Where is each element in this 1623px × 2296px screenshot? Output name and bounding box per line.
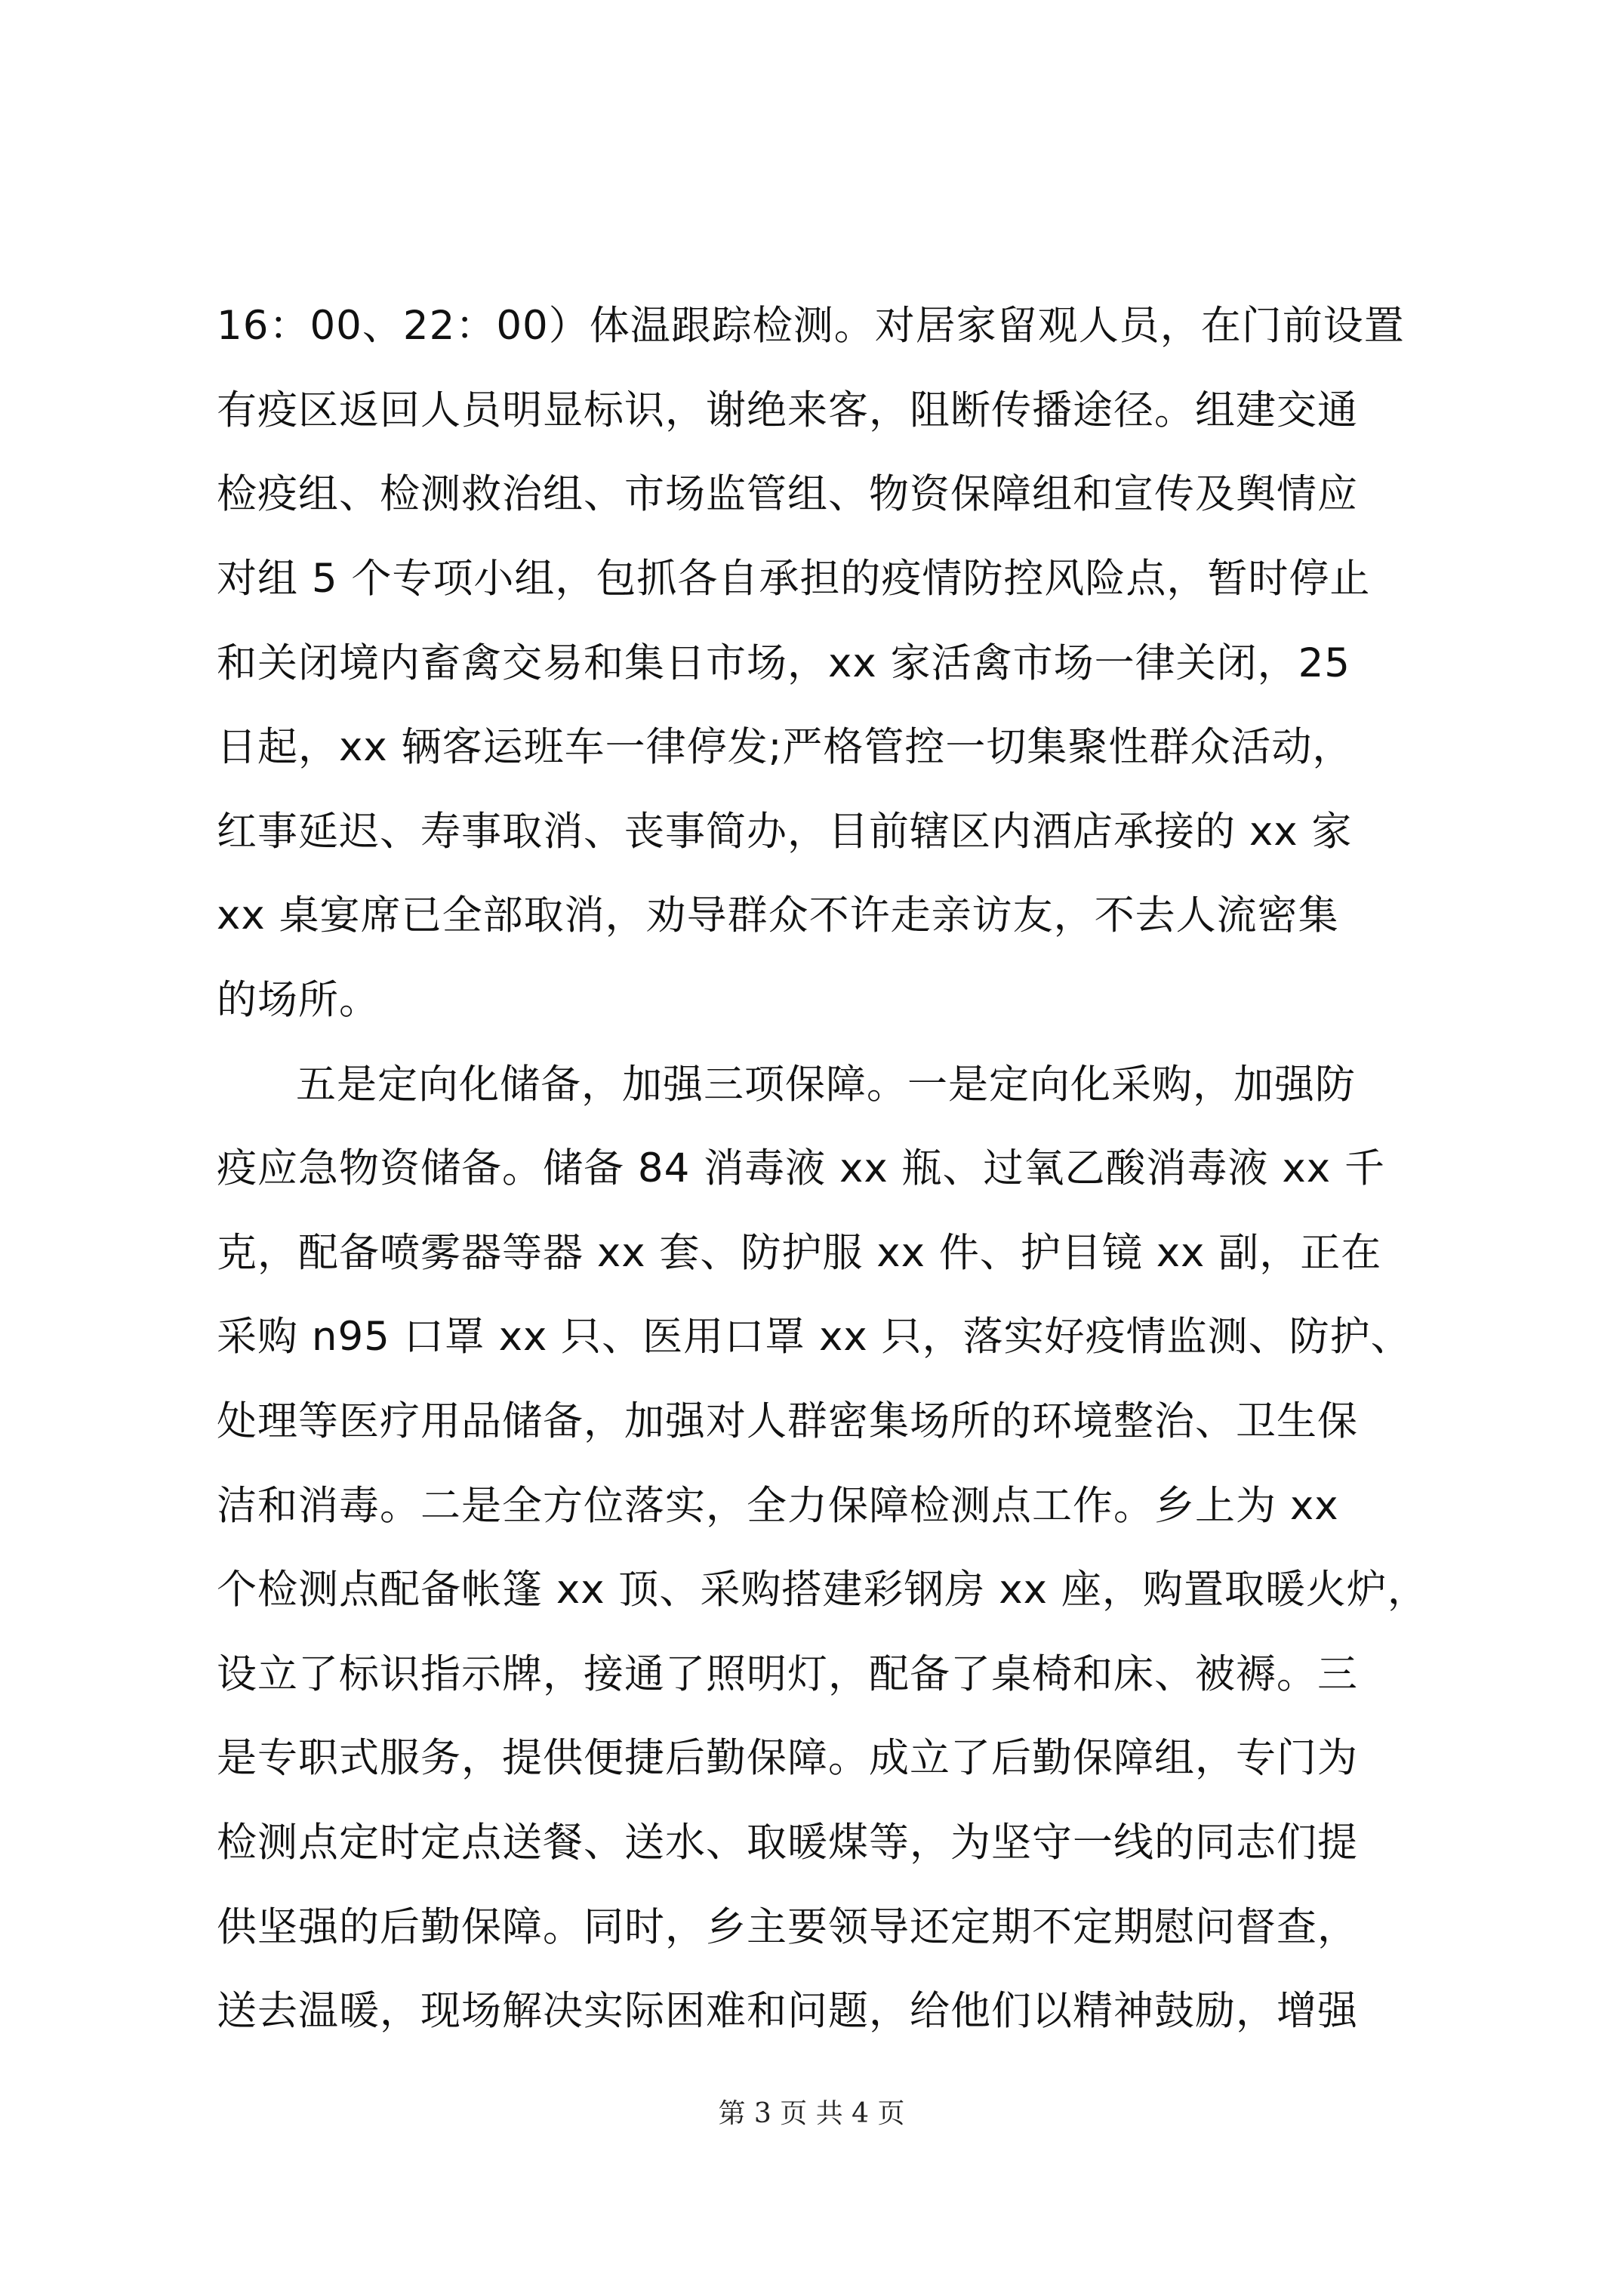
body-line: 设立了标识指示牌，接通了照明灯，配备了桌椅和床、被褥。三 bbox=[217, 1651, 1358, 1697]
body-line: 个检测点配备帐篷 xx 顶、采购搭建彩钢房 xx 座，购置取暖火炉， bbox=[217, 1567, 1428, 1613]
body-line: 是专职式服务，提供便捷后勤保障。成立了后勤保障组，专门为 bbox=[217, 1735, 1358, 1781]
body-line: 有疫区返回人员明显标识，谢绝来客，阻断传播途径。组建交通 bbox=[217, 387, 1358, 433]
paragraph-start-line: 五是定向化储备，加强三项保障。一是定向化采购，加强防 bbox=[296, 1062, 1356, 1108]
body-line: 处理等医疗用品储备，加强对人群密集场所的环境整治、卫生保 bbox=[217, 1398, 1358, 1444]
body-line: 疫应急物资储备。储备 84 消毒液 xx 瓶、过氧乙酸消毒液 xx 千 bbox=[217, 1145, 1385, 1191]
body-line: 对组 5 个专项小组，包抓各自承担的疫情防控风险点，暂时停止 bbox=[217, 556, 1371, 602]
page-number-footer: 第 3 页 共 4 页 bbox=[718, 2098, 905, 2129]
body-line: 和关闭境内畜禽交易和集日市场，xx 家活禽市场一律关闭，25 bbox=[217, 640, 1351, 686]
body-line: 送去温暖，现场解决实际困难和问题，给他们以精神鼓励，增强 bbox=[217, 1988, 1358, 2034]
body-line: 的场所。 bbox=[217, 977, 380, 1023]
body-line: 检疫组、检测救治组、市场监管组、物资保障组和宣传及舆情应 bbox=[217, 471, 1358, 517]
body-line: 采购 n95 口罩 xx 只、医用口罩 xx 只，落实好疫情监测、防护、 bbox=[217, 1314, 1412, 1360]
body-line: 克，配备喷雾器等器 xx 套、防护服 xx 件、护目镜 xx 副，正在 bbox=[217, 1230, 1382, 1276]
body-line: xx 桌宴席已全部取消，劝导群众不许走亲访友，不去人流密集 bbox=[217, 892, 1339, 938]
body-line: 红事延迟、寿事取消、丧事简办，目前辖区内酒店承接的 xx 家 bbox=[217, 809, 1353, 855]
body-line: 检测点定时定点送餐、送水、取暖煤等，为坚守一线的同志们提 bbox=[217, 1820, 1358, 1866]
body-line: 日起，xx 辆客运班车一律停发;严格管控一切集聚性群众活动， bbox=[217, 724, 1354, 770]
body-line: 16：00、22：00）体温跟踪检测。对居家留观人员，在门前设置 bbox=[217, 303, 1405, 349]
body-line: 供坚强的后勤保障。同时，乡主要领导还定期不定期慰问督查， bbox=[217, 1904, 1358, 1950]
body-line: 洁和消毒。二是全方位落实，全力保障检测点工作。乡上为 xx bbox=[217, 1483, 1339, 1529]
